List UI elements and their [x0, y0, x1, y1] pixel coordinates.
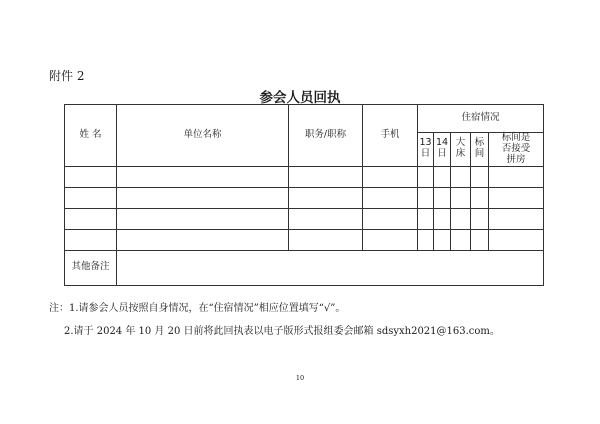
- cell-13th[interactable]: [418, 187, 434, 208]
- cell-share-room[interactable]: [489, 166, 544, 187]
- cell-unit[interactable]: [117, 166, 289, 187]
- cell-name[interactable]: [65, 187, 117, 208]
- remarks-row: [65, 250, 544, 285]
- cell-name[interactable]: [65, 208, 117, 229]
- cell-share-room[interactable]: [489, 187, 544, 208]
- lodging-col-share-room: 标间是 否接受 拼房: [489, 133, 544, 167]
- cell-14th[interactable]: [434, 166, 451, 187]
- cell-name[interactable]: [65, 166, 117, 187]
- cell-position[interactable]: [289, 166, 363, 187]
- cell-position[interactable]: [289, 229, 363, 250]
- table-row: [65, 208, 544, 229]
- cell-position[interactable]: [289, 187, 363, 208]
- cell-standard[interactable]: [471, 229, 489, 250]
- cell-big-bed[interactable]: [451, 187, 471, 208]
- table-row: [65, 229, 544, 250]
- cell-position[interactable]: [289, 208, 363, 229]
- cell-big-bed[interactable]: [451, 208, 471, 229]
- lodging-col-big-bed: 大 床: [451, 133, 471, 167]
- attachment-label: 附件 2: [49, 69, 85, 83]
- lodging-col-13th: 13 日: [418, 133, 434, 167]
- cell-standard[interactable]: [471, 187, 489, 208]
- page-number: 10: [295, 374, 305, 382]
- cell-standard[interactable]: [471, 166, 489, 187]
- cell-name[interactable]: [65, 229, 117, 250]
- header-unit: 单位名称: [117, 105, 289, 167]
- cell-big-bed[interactable]: [451, 166, 471, 187]
- cell-phone[interactable]: [363, 229, 418, 250]
- cell-big-bed[interactable]: [451, 229, 471, 250]
- note-2: 2.请于 2024 年 10 月 20 日前将此回执表以电子版形式报组委会邮箱 sdsyxh2021@163.com。: [64, 326, 500, 337]
- cell-unit[interactable]: [117, 229, 289, 250]
- table-row: [65, 187, 544, 208]
- cell-share-room[interactable]: [489, 229, 544, 250]
- header-name: 姓 名: [65, 105, 117, 167]
- note-1: 注：1.请参会人员按照自身情况，在“住宿情况”相应位置填写“√”。: [49, 303, 346, 314]
- cell-13th[interactable]: [418, 208, 434, 229]
- cell-standard[interactable]: [471, 208, 489, 229]
- table-row: [65, 166, 544, 187]
- lodging-col-14th: 14 日: [434, 133, 451, 167]
- remarks-field[interactable]: [117, 250, 544, 285]
- cell-unit[interactable]: [117, 208, 289, 229]
- cell-share-room[interactable]: [489, 208, 544, 229]
- header-phone: 手机: [363, 105, 418, 167]
- cell-14th[interactable]: [434, 187, 451, 208]
- cell-phone[interactable]: [363, 187, 418, 208]
- registration-table: [64, 104, 544, 286]
- cell-unit[interactable]: [117, 187, 289, 208]
- cell-13th[interactable]: [418, 166, 434, 187]
- cell-phone[interactable]: [363, 208, 418, 229]
- remarks-label: 其他备注: [65, 250, 117, 285]
- cell-phone[interactable]: [363, 166, 418, 187]
- header-position: 职务/职称: [289, 105, 363, 167]
- cell-14th[interactable]: [434, 208, 451, 229]
- cell-14th[interactable]: [434, 229, 451, 250]
- lodging-col-standard: 标 间: [471, 133, 489, 167]
- form-title: 参会人员回执: [259, 90, 341, 106]
- header-lodging: 住宿情况: [418, 105, 544, 133]
- cell-13th[interactable]: [418, 229, 434, 250]
